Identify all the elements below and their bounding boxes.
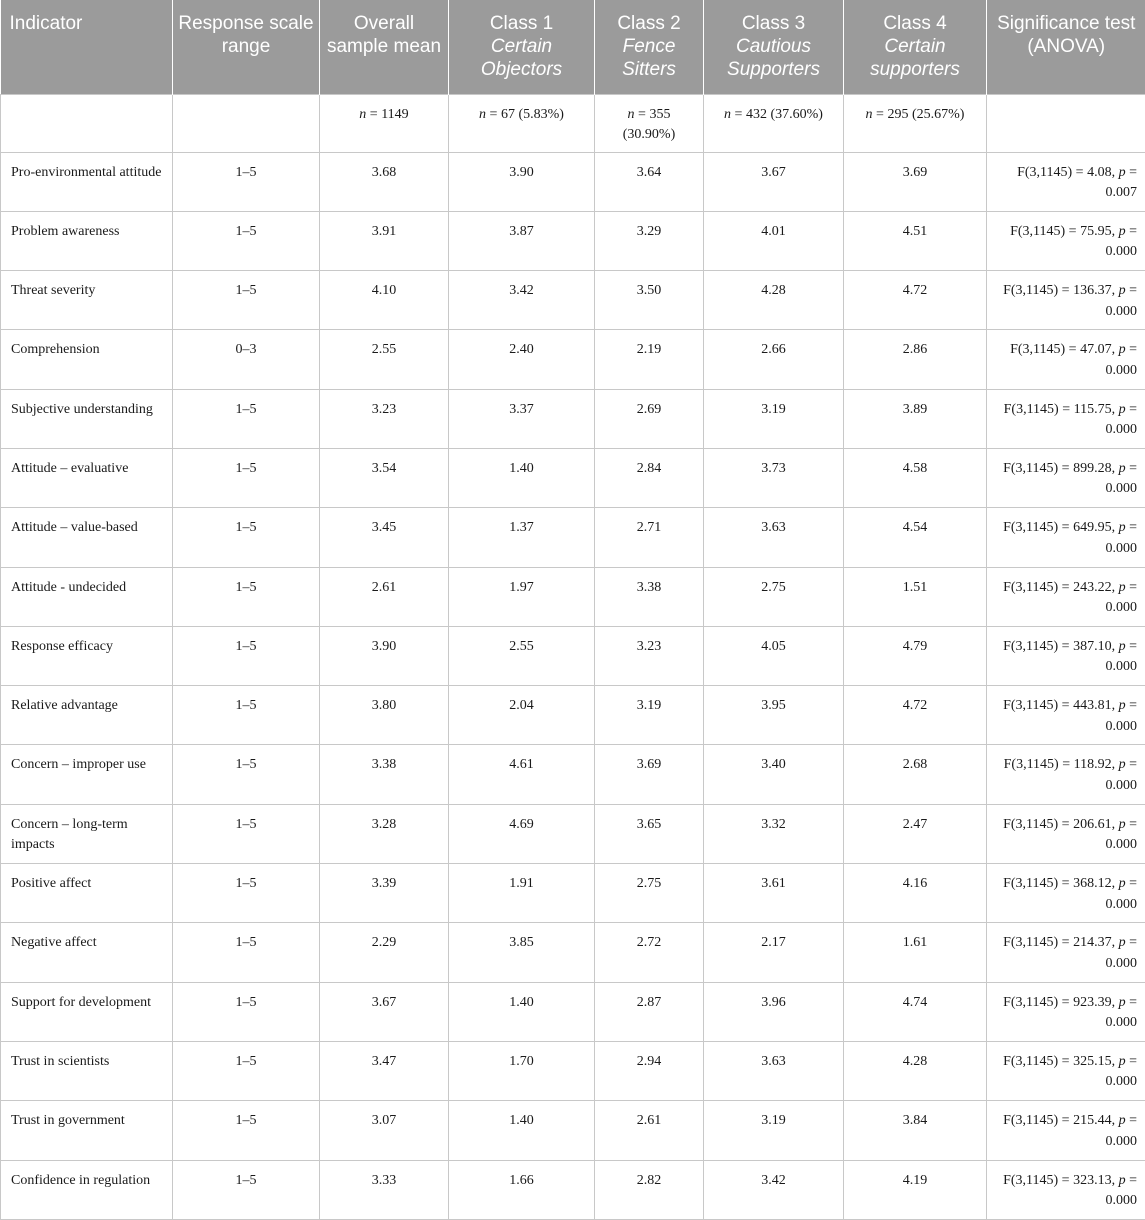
class-1-cell: 3.42 (449, 271, 595, 330)
class-4-cell: 4.16 (844, 864, 987, 923)
significance-cell: F(3,1145) = 387.10, p = 0.000 (987, 626, 1145, 685)
table-row (1, 330, 1145, 389)
class-2-cell: 3.38 (595, 567, 704, 626)
class-2-cell: 2.75 (595, 864, 704, 923)
indicator-cell: Threat severity (1, 271, 173, 330)
significance-cell: F(3,1145) = 243.22, p = 0.000 (987, 567, 1145, 626)
overall-mean-cell: 3.67 (320, 982, 449, 1041)
table-row (1, 923, 1145, 982)
p-value: 0.000 (1106, 1074, 1138, 1089)
class-1-cell: 4.61 (449, 745, 595, 804)
n-class-2: n = 355 (30.90%) (595, 94, 704, 152)
class-3-cell: 3.19 (704, 1101, 844, 1160)
class-name: Certain Objectors (453, 35, 590, 81)
class-3-cell: 3.19 (704, 389, 844, 448)
n-class-3: n = 432 (37.60%) (704, 94, 844, 152)
indicator-cell: Concern – long-term impacts (1, 804, 173, 863)
overall-mean-cell: 2.61 (320, 567, 449, 626)
table-row (1, 448, 1145, 507)
class-3-cell: 3.95 (704, 686, 844, 745)
class-2-cell: 3.29 (595, 211, 704, 270)
scale-cell: 1–5 (173, 686, 320, 745)
class-3-cell: 3.63 (704, 1041, 844, 1100)
overall-mean-cell: 3.68 (320, 152, 449, 211)
significance-cell: F(3,1145) = 214.37, p = 0.000 (987, 923, 1145, 982)
class-2-cell: 3.19 (595, 686, 704, 745)
class-4-cell: 1.61 (844, 923, 987, 982)
indicator-cell: Negative affect (1, 923, 173, 982)
indicator-cell: Attitude – evaluative (1, 448, 173, 507)
significance-cell: F(3,1145) = 443.81, p = 0.000 (987, 686, 1145, 745)
class-4-cell: 4.72 (844, 271, 987, 330)
indicator-cell: Trust in scientists (1, 1041, 173, 1100)
class-label: Class 1 (490, 13, 553, 34)
class-3-cell: 4.01 (704, 211, 844, 270)
sample-size-row (1, 94, 1145, 152)
class-2-cell: 2.69 (595, 389, 704, 448)
scale-cell: 1–5 (173, 211, 320, 270)
significance-cell: F(3,1145) = 323.13, p = 0.000 (987, 1160, 1145, 1219)
scale-cell: 1–5 (173, 982, 320, 1041)
overall-mean-cell: 3.23 (320, 389, 449, 448)
overall-mean-cell: 2.29 (320, 923, 449, 982)
p-value: 0.000 (1106, 363, 1138, 378)
p-value: 0.000 (1106, 422, 1138, 437)
p-value: 0.007 (1106, 185, 1138, 200)
header-class-1 (449, 0, 595, 94)
scale-cell: 1–5 (173, 626, 320, 685)
indicator-cell: Confidence in regulation (1, 1160, 173, 1219)
table-row (1, 1160, 1145, 1219)
scale-cell: 1–5 (173, 804, 320, 863)
class-2-cell: 3.50 (595, 271, 704, 330)
class-name: Fence Sitters (599, 35, 699, 81)
f-statistic: F(3,1145) = 115.75, (1004, 402, 1115, 417)
f-statistic: F(3,1145) = 206.61, (1003, 817, 1115, 832)
overall-mean-cell: 3.38 (320, 745, 449, 804)
indicator-cell: Positive affect (1, 864, 173, 923)
indicator-cell: Attitude - undecided (1, 567, 173, 626)
table-row (1, 152, 1145, 211)
significance-cell: F(3,1145) = 899.28, p = 0.000 (987, 448, 1145, 507)
significance-cell: F(3,1145) = 206.61, p = 0.000 (987, 804, 1145, 863)
class-1-cell: 1.40 (449, 1101, 595, 1160)
empty-cell (1, 94, 173, 152)
scale-cell: 0–3 (173, 330, 320, 389)
class-3-cell: 3.63 (704, 508, 844, 567)
p-value: 0.000 (1106, 304, 1138, 319)
indicator-cell: Relative advantage (1, 686, 173, 745)
class-1-cell: 1.70 (449, 1041, 595, 1100)
overall-mean-cell: 3.28 (320, 804, 449, 863)
class-3-cell: 3.32 (704, 804, 844, 863)
class-2-cell: 2.72 (595, 923, 704, 982)
class-3-cell: 2.66 (704, 330, 844, 389)
class-1-cell: 2.55 (449, 626, 595, 685)
class-2-cell: 3.23 (595, 626, 704, 685)
class-1-cell: 3.85 (449, 923, 595, 982)
class-3-cell: 3.73 (704, 448, 844, 507)
class-2-cell: 2.71 (595, 508, 704, 567)
empty-cell (173, 94, 320, 152)
class-4-cell: 4.19 (844, 1160, 987, 1219)
overall-mean-cell: 3.91 (320, 211, 449, 270)
table-row (1, 626, 1145, 685)
n-overall: n = 1149 (320, 94, 449, 152)
class-name: Certain supporters (848, 35, 982, 81)
class-1-cell: 1.97 (449, 567, 595, 626)
empty-cell (987, 94, 1145, 152)
overall-mean-cell: 3.80 (320, 686, 449, 745)
p-value: 0.000 (1106, 659, 1138, 674)
f-statistic: F(3,1145) = 215.44, (1003, 1113, 1115, 1128)
significance-cell: F(3,1145) = 649.95, p = 0.000 (987, 508, 1145, 567)
class-1-cell: 3.37 (449, 389, 595, 448)
header-class-3 (704, 0, 844, 94)
class-3-cell: 3.61 (704, 864, 844, 923)
class-2-cell: 3.64 (595, 152, 704, 211)
table-row (1, 389, 1145, 448)
class-2-cell: 2.84 (595, 448, 704, 507)
overall-mean-cell: 3.39 (320, 864, 449, 923)
header-class-4 (844, 0, 987, 94)
significance-cell: F(3,1145) = 118.92, p = 0.000 (987, 745, 1145, 804)
class-4-cell: 3.69 (844, 152, 987, 211)
f-statistic: F(3,1145) = 136.37, (1003, 283, 1115, 298)
overall-mean-cell: 3.33 (320, 1160, 449, 1219)
class-4-cell: 2.86 (844, 330, 987, 389)
class-4-cell: 3.89 (844, 389, 987, 448)
p-value: 0.000 (1106, 837, 1138, 852)
p-value: 0.000 (1106, 541, 1138, 556)
table-row (1, 804, 1145, 863)
f-statistic: F(3,1145) = 75.95, (1010, 224, 1115, 239)
scale-cell: 1–5 (173, 1160, 320, 1219)
class-2-cell: 2.87 (595, 982, 704, 1041)
significance-cell: F(3,1145) = 115.75, p = 0.000 (987, 389, 1145, 448)
overall-mean-cell: 3.07 (320, 1101, 449, 1160)
f-statistic: F(3,1145) = 325.15, (1003, 1054, 1115, 1069)
scale-cell: 1–5 (173, 271, 320, 330)
indicator-cell: Subjective understanding (1, 389, 173, 448)
f-statistic: F(3,1145) = 368.12, (1003, 876, 1115, 891)
class-4-cell: 1.51 (844, 567, 987, 626)
scale-cell: 1–5 (173, 152, 320, 211)
f-statistic: F(3,1145) = 323.13, (1003, 1173, 1115, 1188)
f-statistic: F(3,1145) = 443.81, (1003, 698, 1115, 713)
class-2-cell: 2.19 (595, 330, 704, 389)
significance-cell: F(3,1145) = 368.12, p = 0.000 (987, 864, 1145, 923)
class-1-cell: 2.04 (449, 686, 595, 745)
significance-cell: F(3,1145) = 47.07, p = 0.000 (987, 330, 1145, 389)
f-statistic: F(3,1145) = 118.92, (1004, 757, 1115, 772)
class-3-cell: 3.42 (704, 1160, 844, 1219)
table-row (1, 745, 1145, 804)
p-value: 0.000 (1106, 719, 1138, 734)
scale-cell: 1–5 (173, 864, 320, 923)
class-2-cell: 2.94 (595, 1041, 704, 1100)
f-statistic: F(3,1145) = 899.28, (1003, 461, 1115, 476)
class-4-cell: 4.54 (844, 508, 987, 567)
class-3-cell: 2.17 (704, 923, 844, 982)
table-row (1, 864, 1145, 923)
class-1-cell: 1.37 (449, 508, 595, 567)
significance-cell: F(3,1145) = 215.44, p = 0.000 (987, 1101, 1145, 1160)
class-3-cell: 3.40 (704, 745, 844, 804)
class-3-cell: 2.75 (704, 567, 844, 626)
p-value: 0.000 (1106, 244, 1138, 259)
table-row (1, 211, 1145, 270)
scale-cell: 1–5 (173, 1041, 320, 1100)
class-4-cell: 4.51 (844, 211, 987, 270)
indicator-cell: Comprehension (1, 330, 173, 389)
class-4-cell: 4.72 (844, 686, 987, 745)
header-overall: Overall sample mean (320, 0, 449, 94)
p-value: 0.000 (1106, 1015, 1138, 1030)
indicator-cell: Response efficacy (1, 626, 173, 685)
class-4-cell: 4.28 (844, 1041, 987, 1100)
class-label: Class 4 (883, 13, 946, 34)
class-4-cell: 3.84 (844, 1101, 987, 1160)
f-statistic: F(3,1145) = 387.10, (1003, 639, 1115, 654)
scale-cell: 1–5 (173, 745, 320, 804)
class-1-cell: 1.40 (449, 448, 595, 507)
n-class-1: n = 67 (5.83%) (449, 94, 595, 152)
significance-cell: F(3,1145) = 136.37, p = 0.000 (987, 271, 1145, 330)
class-1-cell: 1.40 (449, 982, 595, 1041)
f-statistic: F(3,1145) = 214.37, (1003, 935, 1115, 950)
significance-cell: F(3,1145) = 325.15, p = 0.000 (987, 1041, 1145, 1100)
header-row (1, 0, 1145, 94)
scale-cell: 1–5 (173, 389, 320, 448)
class-label: Class 3 (742, 13, 805, 34)
p-value: 0.000 (1106, 1193, 1138, 1208)
overall-mean-cell: 4.10 (320, 271, 449, 330)
class-label: Class 2 (617, 13, 680, 34)
indicator-cell: Attitude – value-based (1, 508, 173, 567)
table-row (1, 271, 1145, 330)
table-row (1, 508, 1145, 567)
overall-mean-cell: 3.54 (320, 448, 449, 507)
significance-cell: F(3,1145) = 75.95, p = 0.000 (987, 211, 1145, 270)
table-row (1, 1041, 1145, 1100)
indicator-cell: Pro-environmental attitude (1, 152, 173, 211)
class-2-cell: 3.65 (595, 804, 704, 863)
class-3-cell: 4.05 (704, 626, 844, 685)
header-indicator: Indicator (1, 0, 173, 94)
class-name: Cautious Supporters (708, 35, 839, 81)
class-4-cell: 2.68 (844, 745, 987, 804)
table-row (1, 686, 1145, 745)
indicator-cell: Support for development (1, 982, 173, 1041)
scale-cell: 1–5 (173, 448, 320, 507)
f-statistic: F(3,1145) = 47.07, (1010, 342, 1115, 357)
significance-cell: F(3,1145) = 923.39, p = 0.000 (987, 982, 1145, 1041)
p-value: 0.000 (1106, 778, 1138, 793)
indicator-cell: Problem awareness (1, 211, 173, 270)
p-value: 0.000 (1106, 897, 1138, 912)
overall-mean-cell: 3.90 (320, 626, 449, 685)
class-2-cell: 2.82 (595, 1160, 704, 1219)
p-value: 0.000 (1106, 956, 1138, 971)
class-4-cell: 4.58 (844, 448, 987, 507)
indicator-cell: Trust in government (1, 1101, 173, 1160)
p-value: 0.000 (1106, 600, 1138, 615)
class-4-cell: 2.47 (844, 804, 987, 863)
class-3-cell: 3.67 (704, 152, 844, 211)
table-row (1, 982, 1145, 1041)
header-class-2 (595, 0, 704, 94)
indicator-cell: Concern – improper use (1, 745, 173, 804)
class-3-cell: 3.96 (704, 982, 844, 1041)
scale-cell: 1–5 (173, 923, 320, 982)
n-class-4: n = 295 (25.67%) (844, 94, 987, 152)
header-scale: Response scale range (173, 0, 320, 94)
class-4-cell: 4.74 (844, 982, 987, 1041)
class-1-cell: 4.69 (449, 804, 595, 863)
header-significance: Significance test (ANOVA) (987, 0, 1145, 94)
table-row (1, 1101, 1145, 1160)
scale-cell: 1–5 (173, 1101, 320, 1160)
f-statistic: F(3,1145) = 649.95, (1003, 520, 1115, 535)
class-1-cell: 3.90 (449, 152, 595, 211)
f-statistic: F(3,1145) = 4.08, (1017, 165, 1115, 180)
p-value: 0.000 (1106, 1134, 1138, 1149)
overall-mean-cell: 3.45 (320, 508, 449, 567)
class-2-cell: 2.61 (595, 1101, 704, 1160)
scale-cell: 1–5 (173, 508, 320, 567)
f-statistic: F(3,1145) = 243.22, (1003, 580, 1115, 595)
class-1-cell: 1.66 (449, 1160, 595, 1219)
p-value: 0.000 (1106, 481, 1138, 496)
class-3-cell: 4.28 (704, 271, 844, 330)
overall-mean-cell: 3.47 (320, 1041, 449, 1100)
class-1-cell: 1.91 (449, 864, 595, 923)
f-statistic: F(3,1145) = 923.39, (1003, 995, 1115, 1010)
class-1-cell: 3.87 (449, 211, 595, 270)
table-row (1, 567, 1145, 626)
overall-mean-cell: 2.55 (320, 330, 449, 389)
scale-cell: 1–5 (173, 567, 320, 626)
class-2-cell: 3.69 (595, 745, 704, 804)
significance-cell: F(3,1145) = 4.08, p = 0.007 (987, 152, 1145, 211)
class-1-cell: 2.40 (449, 330, 595, 389)
class-4-cell: 4.79 (844, 626, 987, 685)
